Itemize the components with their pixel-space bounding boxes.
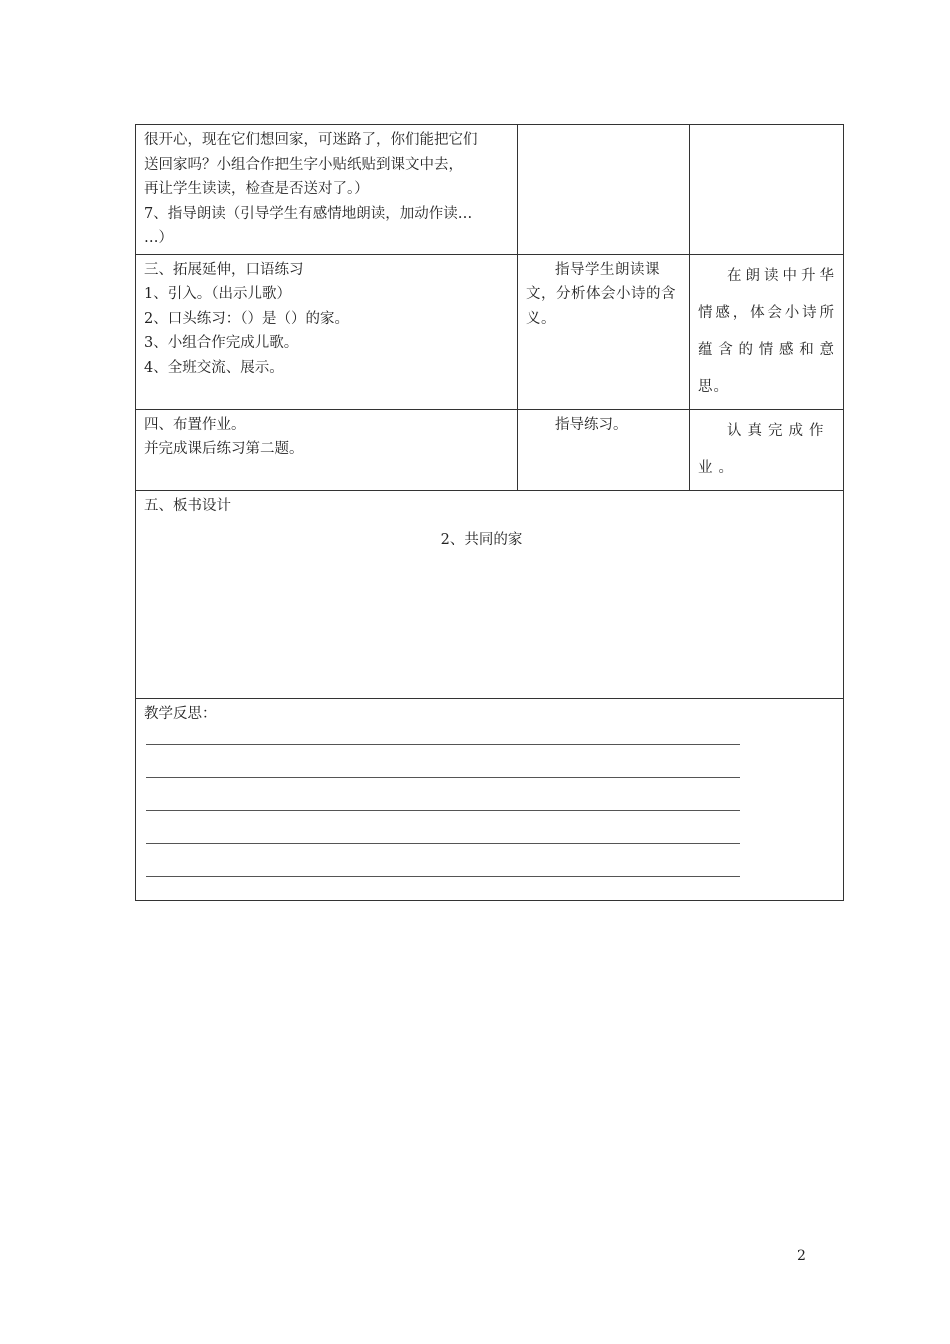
writing-line bbox=[146, 778, 740, 811]
board-design-heading: 五、板书设计 bbox=[144, 497, 231, 514]
table-row bbox=[136, 125, 844, 255]
activity-line: 再让学生读读，检查是否送对了。） bbox=[144, 181, 369, 197]
writing-line bbox=[146, 844, 740, 877]
writing-line bbox=[146, 811, 740, 844]
reflection-cell bbox=[136, 698, 844, 900]
activity-line: …） bbox=[144, 230, 173, 246]
activity-cell bbox=[136, 125, 518, 255]
student-cell bbox=[690, 125, 844, 255]
board-design-title: 2、共同的家 bbox=[440, 532, 523, 548]
table-row bbox=[136, 409, 844, 490]
activity-line: 4、全班交流、展示。 bbox=[144, 359, 284, 376]
activity-line: 3、小组合作完成儿歌。 bbox=[144, 335, 299, 351]
activity-line: 并完成课后练习第二题。 bbox=[144, 441, 304, 457]
activity-cell bbox=[136, 254, 518, 409]
teacher-cell bbox=[518, 254, 690, 409]
activity-line: 三、拓展延伸，口语练习 bbox=[144, 261, 304, 278]
board-design-cell bbox=[136, 490, 844, 698]
activity-line: 四、布置作业。 bbox=[144, 416, 246, 433]
activity-line: 7、指导朗读（引导学生有感情地朗读，加动作读… bbox=[144, 205, 473, 222]
activity-line: 很开心，现在它们想回家，可迷路了，你们能把它们 bbox=[144, 132, 478, 148]
lesson-plan-table bbox=[135, 124, 844, 901]
table-row bbox=[136, 490, 844, 698]
reflection-heading: 教学反思： bbox=[144, 705, 217, 722]
teacher-cell bbox=[518, 409, 690, 490]
student-activity-text: 在朗读中升华情感，体会小诗所蕴含的情感和意思。 bbox=[698, 267, 835, 395]
activity-line: 2、口头练习：（）是（）的家。 bbox=[144, 310, 349, 327]
student-cell bbox=[690, 409, 844, 490]
student-cell bbox=[690, 254, 844, 409]
activity-line: 1、引入。（出示儿歌） bbox=[144, 286, 291, 302]
writing-line bbox=[146, 726, 740, 745]
teacher-cell bbox=[518, 125, 690, 255]
activity-line: 送回家吗？小组合作把生字小贴纸贴到课文中去， bbox=[144, 156, 463, 173]
writing-line bbox=[146, 745, 740, 778]
teacher-activity-text: 指导练习。 bbox=[555, 416, 628, 433]
teacher-activity-text: 指导学生朗读课文，分析体会小诗的含义。 bbox=[526, 261, 676, 327]
table-row bbox=[136, 698, 844, 900]
page-number: 2 bbox=[797, 1248, 806, 1264]
activity-cell bbox=[136, 409, 518, 490]
student-activity-text: 认真完成作业。 bbox=[698, 422, 830, 476]
table-row bbox=[136, 254, 844, 409]
